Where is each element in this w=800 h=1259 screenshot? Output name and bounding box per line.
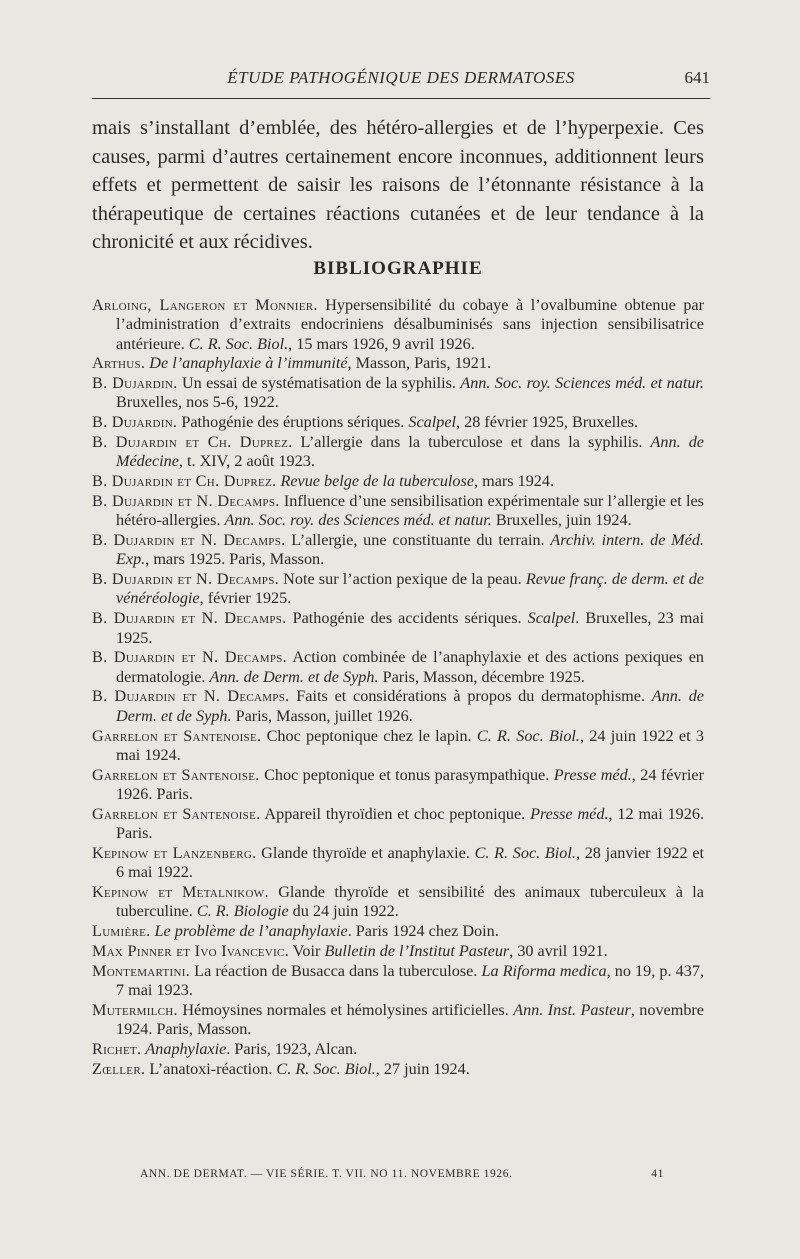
- entry-source: C. R. Soc. Biol.: [476, 726, 580, 745]
- entry-source: Ann. de Derm. et de Syph.: [209, 667, 379, 686]
- entry-text: L’allergie dans la tuberculose et dans la syphilis.: [292, 433, 651, 452]
- entry-text: Influence d’une sensibilisation expérimentale sur l’allergie et les hétéro-allergies.: [116, 491, 704, 530]
- bibliography-entry: [92, 727, 704, 766]
- entry-authors: B. Dujardin et N. Decamps.: [92, 570, 279, 589]
- entry-authors: B. Dujardin et N. Decamps.: [92, 531, 286, 550]
- entry-source: Ann. Soc. roy. Sciences méd. et natur.: [460, 374, 704, 393]
- entry-rest: Bruxelles, nos 5-6, 1922.: [116, 393, 279, 412]
- entry-source: Bulletin de l’Institut Pasteur: [324, 941, 510, 960]
- entry-text: L’allergie, une constituante du terrain.: [285, 531, 551, 550]
- bibliography-entry: [92, 609, 704, 648]
- entry-text: Action combinée de l’anaphylaxie et des actions pexiques en dermatologie.: [116, 648, 704, 686]
- entry-text: Appareil thyroïdien et choc peptonique.: [260, 804, 531, 823]
- bibliography-entry: [92, 296, 704, 354]
- bibliography-list: [92, 296, 704, 1079]
- entry-text: Faits et considérations à propos du dermatophisme.: [289, 687, 652, 706]
- entry-rest: , mars 1925. Paris, Masson.: [145, 550, 325, 569]
- entry-rest: , 27 juin 1924.: [375, 1059, 470, 1078]
- entry-authors: B. Dujardin et Ch. Duprez.: [92, 433, 293, 452]
- footer-journal-line: ANN. DE DERMAT. — VIE SÉRIE. T. VII. NO 11. NOVEMBRE 1926.: [140, 1168, 513, 1180]
- entry-source: C. R. Soc. Biol.: [474, 843, 576, 862]
- entry-source: La Riforma medica: [481, 961, 607, 980]
- entry-text: Hémoysines normales et hémolysines artificielles.: [177, 1000, 514, 1019]
- entry-rest: . Bruxelles, 23 mai 1925.: [116, 609, 705, 647]
- entry-rest: , février 1925.: [199, 589, 292, 608]
- entry-authors: Kepinow et Lanzenberg.: [92, 843, 257, 862]
- bibliography-entry: [92, 1001, 704, 1040]
- bibliography-entry: [92, 354, 704, 373]
- entry-authors: B. Dujardin et N. Decamps.: [92, 609, 287, 628]
- entry-authors: Max Pinner et Ivo Ivancevic.: [92, 941, 290, 960]
- entry-rest: , Masson, Paris, 1921.: [347, 354, 491, 373]
- entry-authors: Lumière.: [92, 922, 151, 940]
- entry-text: Hypersensibilité du cobaye à l’ovalbumine obtenue par l’administration d’extraits endocriniens désalbuminisés sans injection sensibilisatrice antérieure.: [116, 296, 704, 353]
- entry-source: Presse méd.: [530, 804, 609, 823]
- entry-authors: B. Dujardin et N. Decamps.: [92, 491, 280, 510]
- entry-source: Ann. de Médecine: [116, 433, 704, 471]
- bibliography-entry: [92, 570, 704, 609]
- entry-authors: B. Dujardin et N. Decamps.: [92, 648, 288, 667]
- bibliography-entry: [92, 648, 704, 687]
- entry-rest: du 24 juin 1922.: [288, 902, 399, 921]
- bibliography-entry: [92, 433, 704, 472]
- entry-source: Ann. Soc. roy. des Sciences méd. et natur.: [224, 511, 492, 530]
- entry-source: Anaphylaxie: [145, 1039, 227, 1058]
- bibliography-entry: [92, 492, 704, 531]
- entry-authors: Kepinow et Metalnikow.: [92, 882, 269, 901]
- entry-source: Presse méd.: [553, 765, 632, 784]
- entry-text: Pathogénie des éruptions sériques.: [177, 413, 409, 432]
- body-paragraph: mais s’installant d’emblée, des hétéro-allergies et de l’hyperpexie. Ces causes, parmi d’autres certainement encore inconnues, additionnent leurs effets et permettent de saisir les raisons de l’étonnante résistance à la thérapeutique de certaines réactions cutanées et de leur tendance à la chronicité et aux récidives.: [92, 117, 704, 253]
- entry-authors: Garrelon et Santenoise.: [92, 804, 261, 823]
- entry-text: La réaction de Busacca dans la tuberculose.: [190, 961, 482, 980]
- bibliography-heading: BIBLIOGRAPHIE: [313, 258, 483, 279]
- entry-authors: Garrelon et Santenoise.: [92, 765, 260, 784]
- bibliography-entry: [92, 962, 704, 1001]
- entry-rest: , no 19, p. 437, 7 mai 1923.: [116, 961, 704, 999]
- entry-source: C. R. Biologie: [196, 902, 289, 921]
- page-header: [92, 64, 710, 99]
- bibliography-entry: [92, 374, 704, 413]
- bibliography-entry: [92, 766, 704, 805]
- bibliography-entry: [92, 942, 704, 961]
- entry-text: Voir: [289, 941, 325, 960]
- entry-authors: Zœller.: [92, 1059, 146, 1078]
- entry-text: Glande thyroïde et sensibilité des animaux tuberculeux à la tuberculine.: [116, 882, 704, 921]
- entry-source: Revue belge de la tuberculose: [280, 472, 475, 491]
- entry-source: Archiv. intern. de Méd. Exp.: [116, 531, 704, 569]
- entry-rest: , mars 1924.: [474, 472, 555, 491]
- entry-rest: Paris, Masson, décembre 1925.: [378, 667, 585, 686]
- entry-rest: . Paris 1924 chez Doin.: [347, 922, 499, 940]
- bibliography-entry: [92, 687, 704, 726]
- bibliography-entry: [92, 922, 704, 941]
- bibliography-entry: [92, 413, 704, 432]
- entry-source: Scalpel: [527, 609, 576, 628]
- entry-source: C. R. Soc. Biol.: [276, 1059, 376, 1078]
- entry-text: L’anatoxi-réaction.: [145, 1059, 277, 1078]
- entry-text: Note sur l’action pexique de la peau.: [279, 570, 526, 589]
- entry-authors: B. Dujardin.: [92, 374, 178, 393]
- page-footer: [140, 1168, 664, 1180]
- entry-rest: , novembre 1924. Paris, Masson.: [116, 1000, 704, 1038]
- entry-authors: Richet.: [92, 1039, 142, 1058]
- footer-signature: 41: [651, 1168, 664, 1180]
- entry-authors: B. Dujardin et Ch. Duprez.: [92, 472, 277, 491]
- entry-authors: Arloing, Langeron et Monnier.: [92, 296, 318, 314]
- entry-authors: Arthus.: [92, 354, 146, 373]
- entry-source: Ann. Inst. Pasteur: [513, 1000, 631, 1019]
- entry-authors: Mutermilch.: [92, 1000, 178, 1019]
- entry-rest: , 12 mai 1926. Paris.: [116, 804, 704, 843]
- bibliography-entry: [92, 844, 704, 883]
- running-title: ÉTUDE PATHOGÉNIQUE DES DERMATOSES: [227, 68, 575, 87]
- entry-source: Ann. de Derm. et de Syph.: [116, 687, 704, 725]
- entry-rest: . Paris, 1923, Alcan.: [226, 1039, 358, 1058]
- page-number: 641: [684, 68, 710, 87]
- entry-rest: , 24 juin 1922 et 3 mai 1924.: [116, 726, 704, 764]
- entry-text: Glande thyroïde et anaphylaxie.: [256, 843, 475, 862]
- entry-source: Scalpel: [408, 413, 457, 432]
- entry-authors: B. Dujardin et N. Decamps.: [92, 687, 290, 706]
- entry-rest: , 24 février 1926. Paris.: [116, 765, 704, 803]
- entry-rest: , 28 janvier 1922 et 6 mai 1922.: [116, 843, 705, 882]
- bibliography-entry: [92, 1040, 704, 1059]
- entry-source: Revue franç. de derm. et de vénéréologie: [116, 570, 704, 608]
- entry-text: Un essai de systématisation de la syphilis.: [177, 374, 461, 393]
- entry-text: Pathogénie des accidents sériques.: [286, 609, 528, 628]
- entry-rest: Paris, Masson, juillet 1926.: [231, 706, 413, 725]
- entry-rest: , 15 mars 1926, 9 avril 1926.: [288, 334, 475, 353]
- entry-authors: Montemartini.: [92, 961, 191, 980]
- bibliography-entry: [92, 883, 704, 922]
- entry-rest: , 30 avril 1921.: [509, 941, 608, 960]
- entry-authors: Garrelon et Santenoise.: [92, 726, 262, 745]
- entry-rest: , 28 février 1925, Bruxelles.: [456, 413, 639, 432]
- entry-text: Choc peptonique et tonus parasympathique.: [259, 765, 554, 784]
- entry-rest: , t. XIV, 2 août 1923.: [178, 452, 315, 471]
- bibliography-entry: [92, 531, 704, 570]
- bibliography-entry: [92, 472, 704, 491]
- entry-text: Choc peptonique chez le lapin.: [261, 726, 477, 745]
- entry-authors: B. Dujardin.: [92, 413, 178, 432]
- entry-source: Le problème de l’anaphylaxie: [154, 922, 348, 940]
- bibliography-entry: [92, 1060, 704, 1079]
- entry-rest: Bruxelles, juin 1924.: [491, 511, 632, 530]
- entry-source: De l’anaphylaxie à l’immunité: [149, 354, 348, 373]
- entry-source: C. R. Soc. Biol.: [188, 334, 289, 353]
- bibliography-entry: [92, 805, 704, 844]
